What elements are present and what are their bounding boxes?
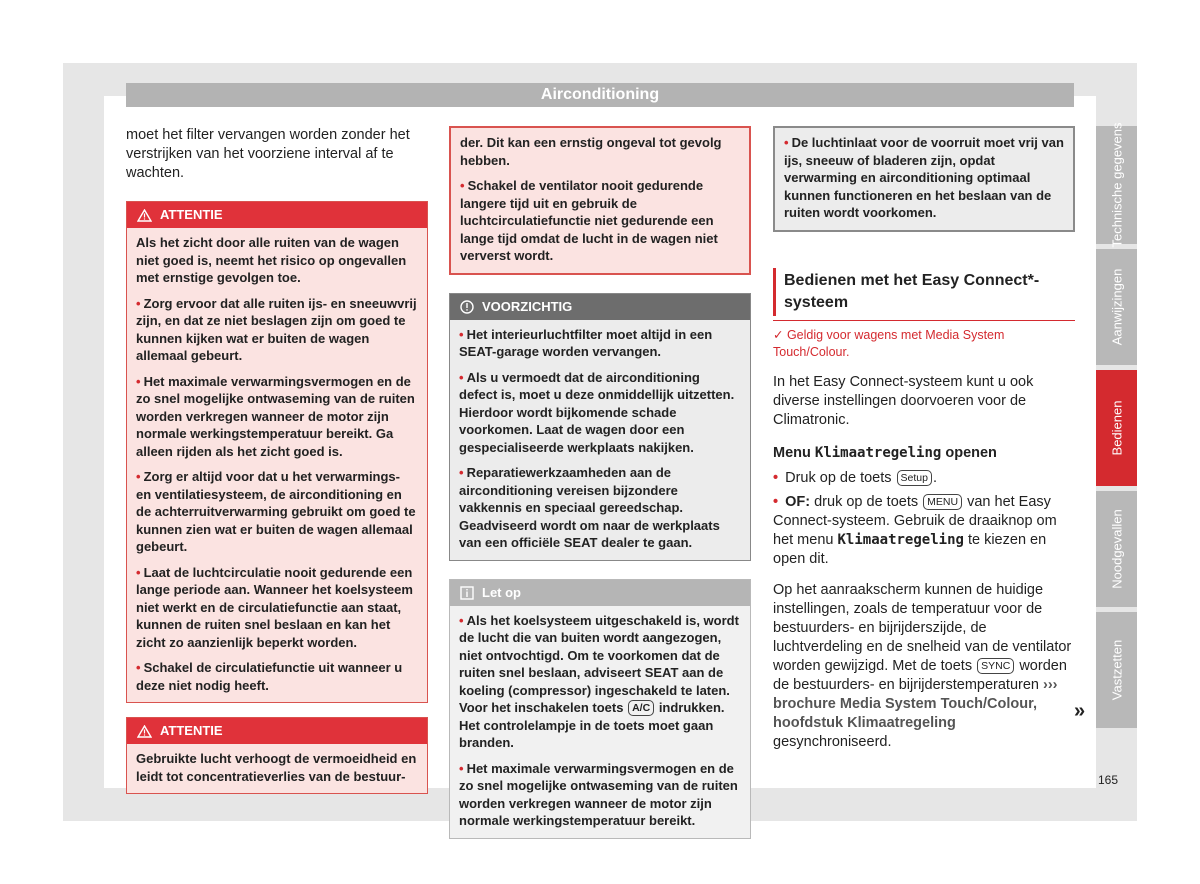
menu-heading: Menu Klimaatregeling openen [773,444,997,461]
letop-item: • Als het koelsysteem uitgeschakeld is, wordt de lucht die van buiten wordt aangezogen, niet ontvochtigd. Om te voorkomen dat de ruiten snel beslaan, adviseert SEAT aan de koeling (compressor) ingeschakeld te laten. Voor het inschakelen toets A/C indrukken. Het controlelampje in de toets moet gaan branden. [459,612,739,750]
letop-label: Let op [482,584,521,600]
chapter-header: Airconditioning [126,83,1074,107]
ac-key-icon: A/C [628,700,654,716]
voorzichtig-label: VOORZICHTIG [482,298,573,314]
letop-box [449,579,751,839]
attentie-header [127,202,427,228]
section-title: Bedienen met het Easy Connect*-systeem [773,268,1075,316]
setup-key-icon: Setup [897,470,932,486]
attentie-item: • Laat de luchtcirculatie nooit gedurende een lange periode aan. Wanneer het koelsysteem niet werkt en de circulatiefunctie aan staat, kunnen de ruiten snel beslaan en kan het zicht zo aanzienlijk beperkt worden. [136,564,413,650]
step-1: • Druk op de toets Setup . [773,469,938,486]
caution-icon [460,300,474,314]
letop-header [450,580,750,606]
paragraph-2: Op het aanraakscherm kunnen de huidige instellingen, zoals de temperatuur voor de bestuurders- en bijrijderszijde, de luchtverdeling en de snelheid van de ventilator worden gewijzigd. Met de toets SYNC worden de bestuurders- en bijrijderstemperaturen ››› brochure Media System Touch/Colour, hoofdstuk Klimaatregeling gesynchroniseerd. [773,581,1072,750]
sync-key-icon: SYNC [977,658,1014,674]
voorzichtig-item: • Reparatiewerkzaamheden aan de airconditioning vereisen bijzondere vakkennis en speciaal gereedschap. Geadviseerd wordt om naar de werkplaats van een officiële SEAT dealer te gaan. [459,465,720,550]
attentie-box-1 [126,201,428,703]
attentie-item: • Schakel de ventilator nooit gedurende langere tijd uit en gebruik de luchtcirculatiefunctie niet gedurende een lange tijd omdat de lucht in de wagen niet ververst wordt. [460,178,718,263]
check-icon: ✓ [773,327,787,342]
attentie-item: • Schakel de circulatiefunctie uit wanneer u deze niet nodig heeft. [136,660,403,693]
voorzichtig-box [449,293,751,561]
intro-text: moet het filter vervangen worden zonder het verstrijken van het voorziene interval af te wachten. [126,127,410,181]
tab-bedienen[interactable]: Bedienen [1096,370,1137,486]
attentie-lead: Gebruikte lucht verhoogt de vermoeidheid en leidt tot concentratieverlies van de bestuur- [136,751,417,784]
section-divider [773,320,1075,321]
warning-triangle-icon [137,725,152,738]
continue-arrow-icon: » [1074,700,1086,722]
voorzichtig-item: • De luchtinlaat voor de voorruit moet vrij van ijs, sneeuw of bladeren zijn, opdat verwarming en airconditioning optimaal kunnen functioneren en het beslaan van de ruiten wordt voorkomen. [784,135,1064,220]
step-2: • OF: druk op de toets MENU van het Easy Connect-systeem. Gebruik de draaiknop om het menu Klimaatregeling te kiezen en open dit. [773,493,1057,567]
voorzichtig-box-continued [773,126,1075,232]
brochure-reference-link[interactable]: ››› brochure Media System Touch/Colour, hoofdstuk Klimaatregeling [773,676,1058,731]
voorzichtig-header [450,294,750,320]
warning-triangle-icon [137,209,152,222]
tab-technische-gegevens[interactable]: Technische gegevens [1096,126,1137,244]
tab-noodgevallen[interactable]: Noodgevallen [1096,491,1137,607]
attentie-item: • Zorg er altijd voor dat u het verwarmings- en ventilatiesysteem, de airconditioning en de achterruitverwarming gebruikt om goed te kunnen zien wat er buiten de wagen allemaal gebeurt. [136,469,416,554]
tab-vastzetten[interactable]: Vastzetten [1096,612,1137,728]
attentie-label: ATTENTIE [160,723,223,738]
letop-item: • Het maximale verwarmingsvermogen en de zo snel mogelijke ontwaseming van de ruiten worden verkregen wanneer de motor zijn normale werkingstemperatuur bereikt. [459,760,738,828]
attentie-header [127,718,427,744]
attentie-box-continued [449,126,751,275]
column-2 [449,126,751,839]
page-number: 165 [1098,773,1119,787]
paragraph-1: In het Easy Connect-systeem kunt u ook diverse instellingen doorvoeren voor de Climatronic. [773,373,1034,428]
attentie-box-2 [126,717,428,794]
attentie-label: ATTENTIE [160,207,223,222]
attentie-item: • Het maximale verwarmingsvermogen en de zo snel mogelijke ontwaseming van de ruiten worden verkregen wanneer de motor zijn normale werkingstemperatuur bereikt. Ga alleen rijden als het zicht goed is. [136,373,415,459]
validity-note: ✓ Geldig voor wagens met Media System Touch/Colour. [773,327,1005,359]
attentie-lead: Als het zicht door alle ruiten van de wagen niet goed is, neemt het risico op ongevallen met ernstige gevolgen toe. [136,235,407,285]
tab-aanwijzingen[interactable]: Aanwijzingen [1096,249,1137,365]
column-1 [126,126,428,794]
menu-key-icon: MENU [923,494,962,510]
voorzichtig-item: • Als u vermoedt dat de airconditioning defect is, moet u deze onmiddellijk uitzetten. Hierdoor wordt bijkomende schade voorkomen. Laat de wagen door een gespecialiseerde werkplaats nakijken. [459,369,735,455]
attentie-lead: der. Dit kan een ernstig ongeval tot gevolg hebben. [460,135,722,168]
column-3 [773,126,1075,752]
voorzichtig-item: • Het interieurluchtfilter moet altijd in een SEAT-garage worden vervangen. [459,326,713,359]
attentie-item: • Zorg ervoor dat alle ruiten ijs- en sneeuwvrij zijn, en dat ze niet beslagen zijn om goed te kunnen kijken wat er buiten de wagen allemaal gebeurt. [136,295,417,363]
info-icon [460,586,474,600]
